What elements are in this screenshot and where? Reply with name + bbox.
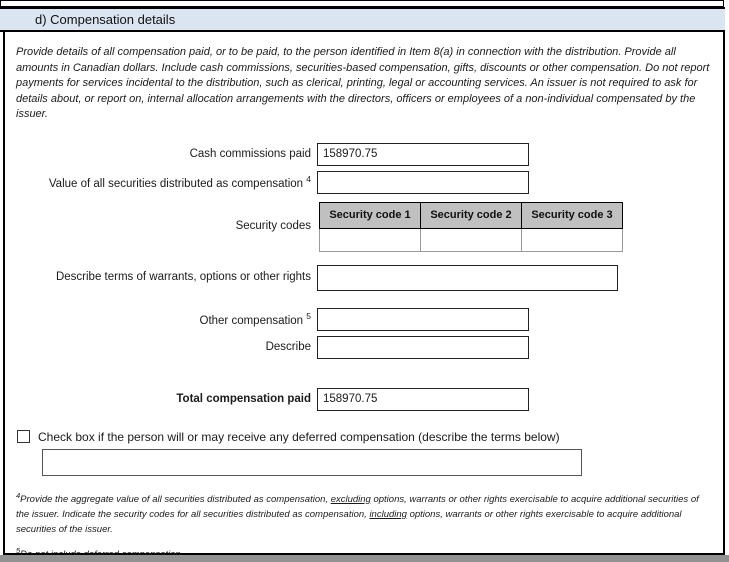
other-describe-row: [5, 336, 723, 359]
security-codes-header-row: [320, 202, 623, 228]
security-codes-value-row: [320, 228, 623, 251]
securities-value-label: Value of all securities distributed as compensation $^4$: [48, 174, 311, 190]
deferred-compensation-label: Check box if the person will or may receive any deferred compensation (describe the terms below): [38, 429, 560, 444]
footnote-4: $^4$Provide the aggregate value of all securities distributed as compensation, excluding options, warrants or other rights exercisable to acquire additional securities of the issuer. Indicate the security codes for all securities distributed as compensation, including options, warrants or other rights exercisable to acquire additional securities of the issuer.: [16, 490, 699, 535]
security-code-1-header: Security code 1: [320, 202, 421, 228]
footnote-5: 5: [16, 545, 21, 555]
section-body: [3, 32, 725, 555]
other-compensation-row: [5, 308, 723, 331]
total-compensation-label: Total compensation paid: [176, 392, 311, 405]
footnotes: [16, 488, 711, 562]
total-compensation-row: [5, 388, 723, 411]
security-codes-table: [319, 202, 623, 252]
security-code-3-cell[interactable]: [522, 228, 623, 251]
spacer: [5, 364, 723, 388]
form-fields: [5, 143, 723, 411]
warrants-terms-row: [5, 265, 723, 291]
other-describe-input[interactable]: [317, 336, 529, 359]
cash-commissions-label: Cash commissions paid: [189, 147, 311, 160]
securities-value-input[interactable]: [317, 171, 529, 194]
securities-value-row: [5, 171, 723, 194]
underlined-including: including: [369, 508, 407, 520]
page-bottom-edge: [0, 555, 729, 562]
instructions-paragraph: Provide details of all compensation paid, or to be paid, to the person identified in Item 8(a) in connection with the distribution. Provide all amounts in Canadian dollars. Include cash commissions, securities-based compensation, gifts, discounts or other compensation. Do not report payments for services incidental to the distribution, such as clerical, printing, legal or accounting services. An issuer is not required to ask for details about, or report on, internal allocation arrangements with the directors, officers or employees of a non-individual compensated by the issuer.: [16, 46, 710, 120]
footnote-ref-5: 5: [306, 311, 311, 322]
security-codes-label: Security codes: [235, 220, 311, 232]
warrants-terms-input[interactable]: [317, 265, 618, 291]
underlined-excluding: excluding: [330, 493, 371, 505]
deferred-terms-input[interactable]: [42, 449, 582, 476]
cash-commissions-row: [5, 143, 723, 166]
other-compensation-label: Other compensation $^5$: [199, 311, 311, 327]
deferred-compensation-row: [17, 430, 723, 444]
other-describe-label: Describe: [265, 340, 311, 353]
footnote-ref-4: 4: [306, 174, 311, 185]
warrants-terms-label: Describe terms of warrants, options or other rights: [55, 271, 311, 283]
other-compensation-input[interactable]: [317, 308, 529, 331]
security-code-1-cell[interactable]: [320, 228, 421, 251]
security-codes-row: [5, 202, 723, 252]
spacer: [5, 296, 723, 308]
section-title: d) Compensation details: [35, 12, 176, 27]
total-compensation-input[interactable]: [317, 388, 529, 411]
section-header: [0, 7, 725, 32]
previous-section-edge: [0, 0, 724, 7]
security-code-3-header: Security code 3: [522, 202, 623, 228]
security-code-2-header: Security code 2: [421, 202, 522, 228]
security-code-2-cell[interactable]: [421, 228, 522, 251]
deferred-compensation-checkbox[interactable]: [17, 430, 30, 443]
cash-commissions-input[interactable]: [317, 143, 529, 166]
